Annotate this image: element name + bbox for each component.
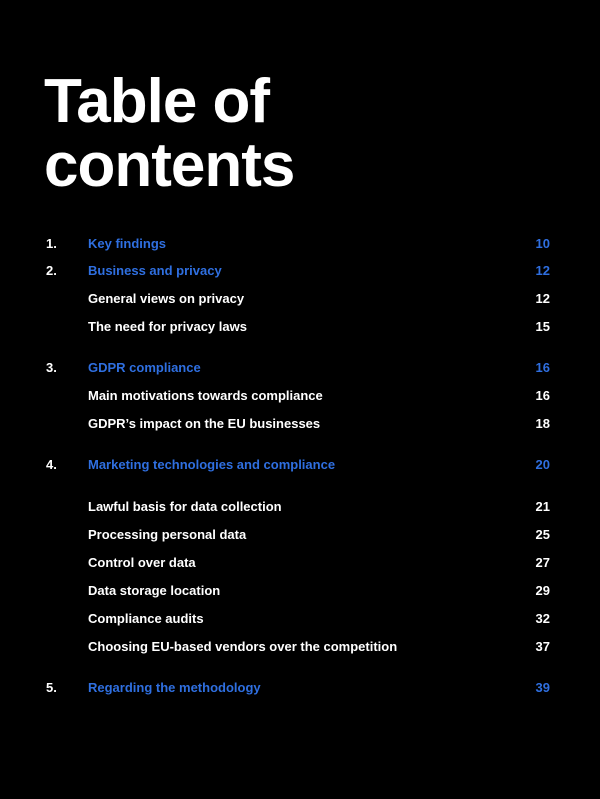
toc-entry-page: 27	[535, 555, 550, 570]
toc-entry-page: 16	[535, 388, 550, 403]
toc-entry-page: 25	[535, 527, 550, 542]
toc-entry-label: GDPR compliance	[88, 360, 201, 375]
toc-entry-label: Key findings	[88, 236, 167, 251]
toc-entry-label: Data storage location	[88, 583, 221, 598]
toc-entry-page: 16	[535, 360, 550, 375]
toc-entry-number: 1.	[46, 236, 57, 251]
toc-subentry-data-storage-location[interactable]	[46, 581, 550, 601]
toc-entry-label: General views on privacy	[88, 291, 245, 306]
toc-entry-number: 3.	[46, 360, 57, 375]
toc-entry-gdpr-compliance[interactable]	[46, 358, 550, 378]
toc-entry-label: Compliance audits	[88, 611, 204, 626]
toc-entry-key-findings[interactable]	[46, 234, 550, 254]
toc-entry-label: Processing personal data	[88, 527, 247, 542]
toc-subentry-need-for-privacy-laws[interactable]	[46, 317, 550, 337]
toc-entry-label: Regarding the methodology	[88, 680, 261, 695]
toc-subentry-control-over-data[interactable]	[46, 553, 550, 573]
toc-entry-page: 15	[535, 319, 550, 334]
toc-entry-page: 21	[535, 499, 550, 514]
toc-entry-label: The need for privacy laws	[88, 319, 247, 334]
toc-entry-label: GDPR’s impact on the EU businesses	[88, 416, 321, 431]
toc-entry-page: 20	[535, 457, 550, 472]
page-title	[44, 67, 295, 200]
toc-entry-label: Control over data	[88, 555, 196, 570]
toc-entry-label: Business and privacy	[88, 263, 222, 278]
toc-entry-page: 37	[535, 639, 550, 654]
title-line-2: contents	[44, 131, 295, 200]
toc-entry-label: Choosing EU-based vendors over the competition	[88, 639, 398, 654]
toc-entry-page: 10	[535, 236, 550, 251]
toc-subentry-main-motivations[interactable]	[46, 386, 550, 406]
toc-entry-number: 2.	[46, 263, 57, 278]
toc-entry-page: 12	[535, 291, 550, 306]
toc-entry-page: 12	[535, 263, 550, 278]
toc-entry-label: Marketing technologies and compliance	[88, 457, 336, 472]
toc-entry-page: 32	[535, 611, 550, 626]
toc-entry-label: Lawful basis for data collection	[88, 499, 282, 514]
toc-entry-label: Main motivations towards compliance	[88, 388, 323, 403]
toc-entry-page: 29	[535, 583, 550, 598]
toc-entry-marketing-technologies[interactable]	[46, 455, 550, 475]
toc-entry-business-and-privacy[interactable]	[46, 261, 550, 281]
toc-subentry-processing-personal-data[interactable]	[46, 525, 550, 545]
toc-entry-methodology[interactable]	[46, 678, 550, 698]
toc-subentry-eu-based-vendors[interactable]	[46, 637, 550, 657]
toc-subentry-compliance-audits[interactable]	[46, 609, 550, 629]
title-line-1: Table of	[44, 67, 270, 136]
toc-entry-number: 5.	[46, 680, 57, 695]
toc-subentry-lawful-basis[interactable]	[46, 497, 550, 517]
toc-entry-page: 39	[535, 680, 550, 695]
toc-entry-number: 4.	[46, 457, 57, 472]
toc-subentry-general-views[interactable]	[46, 289, 550, 309]
toc-entry-page: 18	[535, 416, 550, 431]
toc-subentry-gdpr-impact[interactable]	[46, 414, 550, 434]
